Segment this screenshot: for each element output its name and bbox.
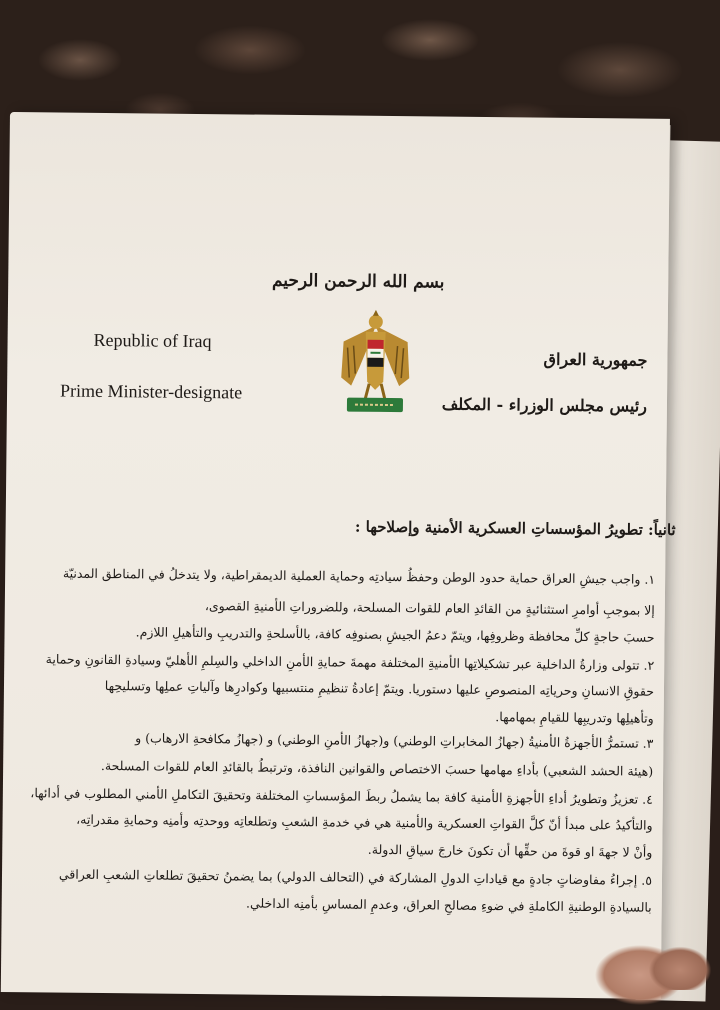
section-heading: ثانياً: تطويرُ المؤسساتِ العسكرية الأمنية وإصلاحها : — [354, 517, 676, 539]
basmala: بسم الله الرحمن الرحيم — [271, 270, 445, 293]
body-line: ٢. تتولى وزارةُ الداخلية عبر تشكيلاتِها الأمنيةِ المختلفة مهمةَ حمايةِ الأمنِ الداخلي والسِلمِ الأهليّ وسيادةِ القانونِ وحماية — [45, 651, 655, 673]
body-line: إلا بموجبِ أوامرِ استثنائيةٍ من القائدِ العام للقوات المسلحة، وللضروراتِ الأمنيةِ القصوى، — [204, 598, 655, 618]
body-line: ١. واجب جيشِ العراق حماية حدود الوطن وحفظُ سيادتِه وحماية العملية الديمقراطية، ولا يتدخلُ في المناطق المدنيّة — [62, 565, 656, 587]
book-page — [1, 112, 676, 999]
republic-title-en: Republic of Iraq — [93, 329, 212, 352]
body-line: ٥. إجراءُ مفاوضاتٍ جادةٍ مع قياداتِ الدولِ المشاركة في (التحالف الدولي) بما يضمنُ تحقيقَ تطلعاتِ الشعبِ العراقي — [58, 866, 653, 888]
body-line: ٤. تعزيزُ وتطويرُ أداءِ الأجهزةِ الأمنية كافة بما يشملُ ربطَ المؤسساتِ المختلفة وتحقيقَ التكاملِ الأمني المطلوب في أدائها، — [30, 785, 653, 807]
prime-minister-title-en: Prime Minister-designate — [59, 380, 243, 403]
finger — [640, 930, 720, 990]
body-line: والتأكيدُ على مبدأ أنّ كلَّ القواتِ العسكرية والأمنية هي في خدمةِ الشعبِ وتطلعاتِه ووحدتِه وأمنِه وحمايةِ مقدراتِه، — [76, 811, 653, 833]
body-line: وأنْ لا جهةَ او قوةَ من حقِّها أن تكونَ خارجَ سياقِ الدولة. — [367, 841, 653, 860]
republic-title-ar: جمهورية العراق — [543, 349, 648, 370]
body-line: (هيئة الحشد الشعبي) بأداءِ مهامها حسبَ الاختصاص والقوانين النافذة، وترتبطُ بالقائدِ العام للقوات المسلحة. — [100, 757, 654, 779]
body-line: وتأهيلِها وتدريبِها للقيامِ بمهامها. — [495, 709, 654, 726]
body-line: بالسيادةِ الوطنيةِ الكاملةِ في ضوءِ مصالحِ العراق، وعدمِ المساسِ بأمنِه الداخلي. — [245, 895, 652, 915]
body-line: حسبَ حاجةٍ كلِّ محافظة وظروفِها، ويتمّ دعمُ الجيشِ بصنوفِه كافة، بالأسلحةِ والتدريبِ والتأهيلِ اللازم. — [135, 624, 655, 645]
iraq-eagle-emblem-icon — [337, 307, 414, 418]
body-line: حقوقِ الانسانِ وحرياتِه المنصوصِ عليها دستوريا. ويتمّ إعادةُ تنظيمِ منتسبيها وكوادرِها وآلياتِ عملِها وتسليحِها — [104, 678, 655, 699]
prime-minister-title-ar: رئيس مجلس الوزراء - المكلف — [441, 394, 648, 416]
body-line: ٣. تستمرُّ الأجهزةُ الأمنيةُ (جهازُ المخابراتِ الوطني) و(جهازُ الأمنِ الوطني) و (جهازُ مكافحةِ الارهاب) و — [135, 730, 654, 751]
